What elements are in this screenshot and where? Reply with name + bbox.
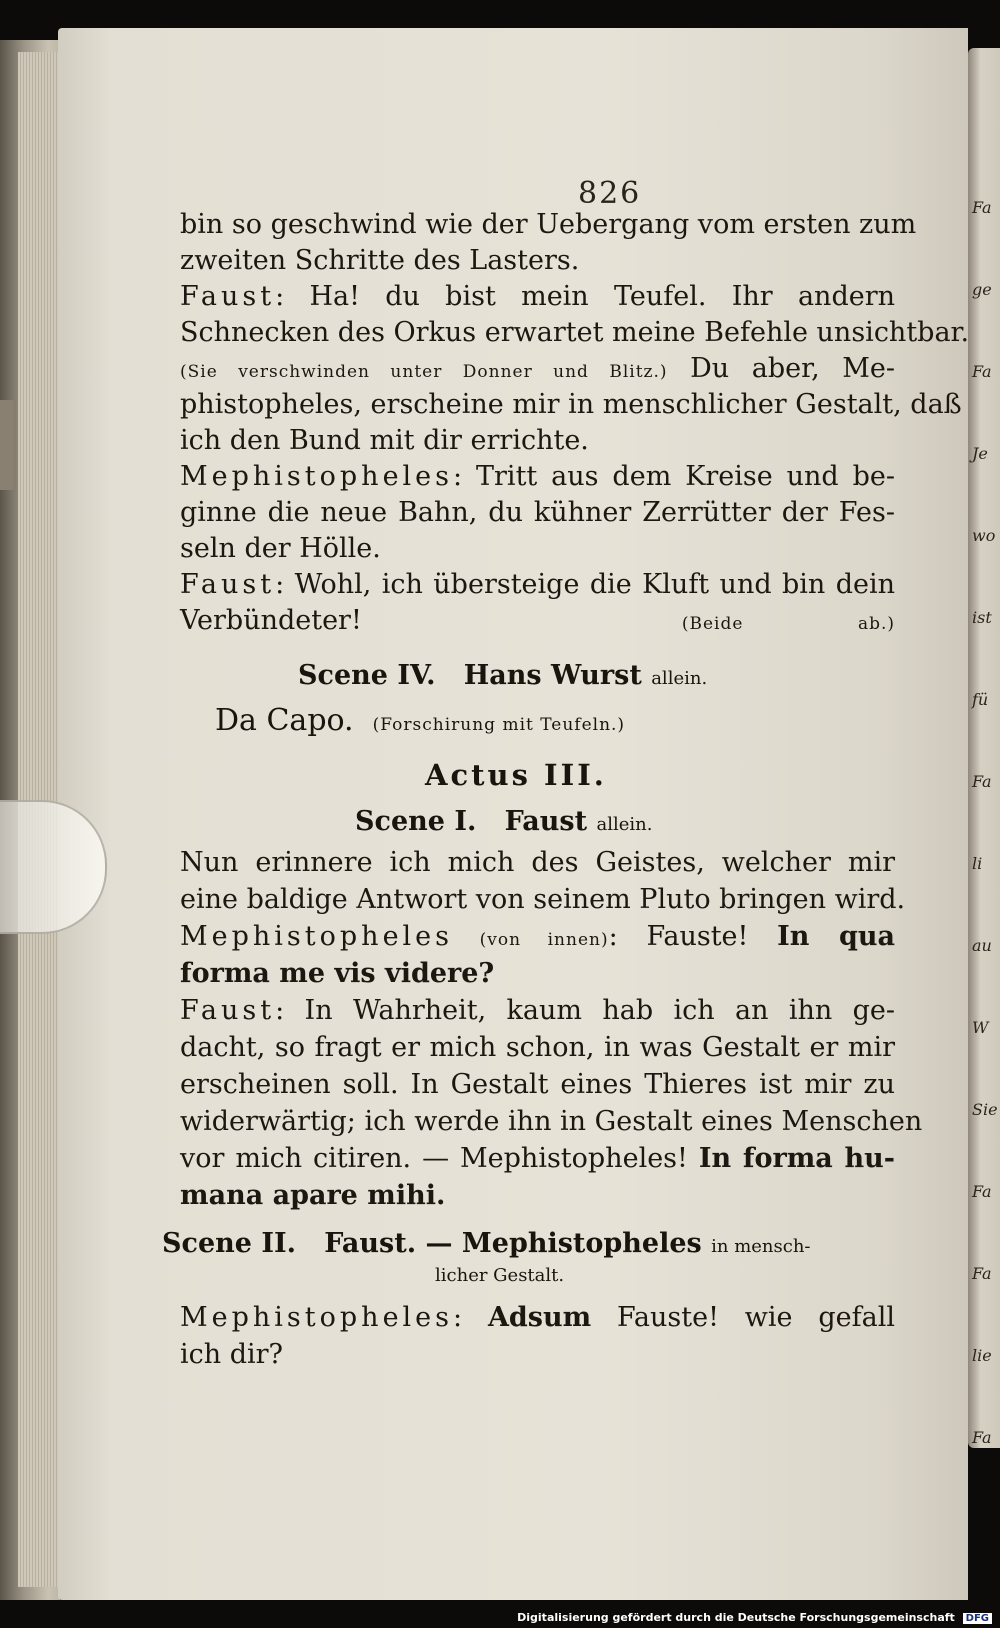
digitization-credit — [517, 1611, 992, 1624]
latin-text: mana apare mihi. — [180, 1180, 446, 1211]
facing-page-fragment: Fa — [972, 362, 992, 381]
text-line — [180, 920, 895, 957]
da-capo — [215, 703, 625, 738]
line-text: zweiten Schritte des Lasters. — [180, 245, 580, 276]
text-line — [180, 846, 895, 880]
latin-text: In qua — [777, 921, 895, 952]
text-line — [180, 244, 895, 278]
speaker-text: Faust — [180, 281, 276, 312]
text-line — [180, 604, 895, 641]
facing-page-fragment: fü — [972, 690, 989, 709]
latin-text: forma me vis videre? — [180, 958, 495, 989]
speaker-text: Mephistopheles — [180, 461, 454, 492]
line-text: : In Wahrheit, kaum hab ich an ihn ge- — [275, 995, 895, 1026]
facing-page-fragment: wo — [972, 526, 996, 545]
da-capo-text: Da Capo. — [215, 703, 354, 738]
text-line — [180, 388, 962, 422]
scene-1-title: Faust — [504, 806, 588, 837]
facing-page-fragment: Fa — [972, 1264, 992, 1283]
text-line — [180, 316, 970, 350]
line-text: eine baldige Antwort von seinem Pluto bringen wird. — [180, 884, 906, 915]
dfg-logo: DFG — [963, 1613, 992, 1624]
text-line — [180, 957, 895, 991]
text-line — [180, 424, 895, 458]
stage-text: (von innen) — [453, 930, 609, 950]
facing-page-fragment: Fa — [972, 1182, 992, 1201]
stage-text: (Beide ab.) — [681, 614, 895, 634]
text-line — [180, 1179, 895, 1213]
text-line — [180, 994, 895, 1028]
speaker-text: Faust — [180, 995, 276, 1026]
binding-band — [0, 400, 14, 490]
text-line — [180, 496, 895, 530]
line-text: phistopheles, erscheine mir in menschlicher Gestalt, daß — [180, 389, 962, 420]
scene-1-label: Scene I. — [355, 806, 477, 837]
line-text: : Fauste! — [608, 921, 778, 952]
line-text: Nun erinnere ich mich des Geistes, welcher mir — [180, 847, 895, 878]
text-line — [180, 1068, 895, 1102]
latin-text: Adsum — [487, 1302, 592, 1333]
scene-4-heading — [298, 660, 707, 691]
facing-page-fragment: W — [972, 1018, 989, 1037]
facing-page-fragment: Fa — [972, 198, 992, 217]
facing-page-fragment: Sie — [972, 1100, 998, 1119]
facing-page-fragment: ist — [972, 608, 992, 627]
text-line — [180, 532, 895, 566]
scene-4-label: Scene IV. — [298, 660, 436, 691]
line-text: ginne die neue Bahn, du kühner Zerrütter der Fes- — [180, 497, 895, 528]
line-text: : Tritt aus dem Kreise und be- — [453, 461, 895, 492]
text-line — [180, 1301, 895, 1335]
text-line — [180, 352, 895, 389]
text-line — [180, 1338, 895, 1372]
scene-2-note-continued: licher Gestalt. — [435, 1265, 565, 1286]
scene-2-note: in mensch- — [711, 1236, 811, 1257]
scene-4-title: Hans Wurst — [463, 660, 642, 691]
text-line — [180, 1105, 923, 1139]
facing-page-fragment: Je — [972, 444, 988, 463]
scene-2-heading — [162, 1228, 811, 1259]
text-line — [180, 460, 895, 494]
credit-text: Digitalisierung gefördert durch die Deutsche Forschungsgemeinschaft — [517, 1611, 955, 1624]
speaker-text: Faust — [180, 569, 276, 600]
line-text: seln der Hölle. — [180, 533, 381, 564]
line-text: Fauste! wie gefall — [591, 1302, 895, 1333]
text-line — [180, 1142, 895, 1176]
line-text: bin so geschwind wie der Uebergang vom ersten zum — [180, 209, 917, 240]
facing-page-fragment: Fa — [972, 772, 992, 791]
latin-text: In forma hu- — [698, 1143, 895, 1174]
scene-4-note: allein. — [651, 668, 708, 689]
line-text: Schnecken des Orkus erwartet meine Befehle unsichtbar. — [180, 317, 970, 348]
facing-page-fragment: li — [972, 854, 983, 873]
line-text: vor mich citiren. — Mephistopheles! — [180, 1143, 699, 1174]
facing-page-fragment: Fa — [972, 1428, 992, 1447]
line-text: : Ha! du bist mein Teufel. Ihr andern — [275, 281, 895, 312]
line-text: ich den Bund mit dir errichte. — [180, 425, 589, 456]
text-line — [180, 208, 917, 242]
speaker-text: Mephistopheles — [180, 921, 454, 952]
da-capo-note: (Forschirung mit Teufeln.) — [372, 715, 626, 735]
page-number: 826 — [578, 176, 642, 211]
text-line — [180, 280, 895, 314]
text-line — [180, 568, 895, 602]
scene-2-title: Faust. — Mephistopheles — [324, 1228, 702, 1259]
line-text: widerwärtig; ich werde ihn in Gestalt eines Menschen — [180, 1106, 923, 1137]
scene-1-heading — [355, 806, 652, 837]
facing-page-edge — [968, 48, 1000, 1448]
scene-2-label: Scene II. — [162, 1228, 296, 1259]
line-text: Verbündeter! — [180, 605, 362, 636]
line-text: erscheinen soll. In Gestalt eines Thieres ist mir zu — [180, 1069, 895, 1100]
act-heading: Actus III. — [425, 758, 607, 792]
text-line — [180, 1031, 895, 1065]
facing-page-fragment: au — [972, 936, 992, 955]
facing-page-fragment: lie — [972, 1346, 992, 1365]
facing-page-fragment: ge — [972, 280, 992, 299]
text-line — [180, 883, 906, 917]
scene-1-note: allein. — [596, 814, 653, 835]
line-text: ich dir? — [180, 1339, 284, 1370]
line-text: : Wohl, ich übersteige die Kluft und bin dein — [275, 569, 895, 600]
line-text: : — [453, 1302, 488, 1333]
line-text: Du aber, Me- — [667, 353, 895, 384]
line-text: dacht, so fragt er mich schon, in was Gestalt er mir — [180, 1032, 895, 1063]
speaker-text: Mephistopheles — [180, 1302, 454, 1333]
stage-text: (Sie verschwinden unter Donner und Blitz.) — [180, 362, 668, 382]
